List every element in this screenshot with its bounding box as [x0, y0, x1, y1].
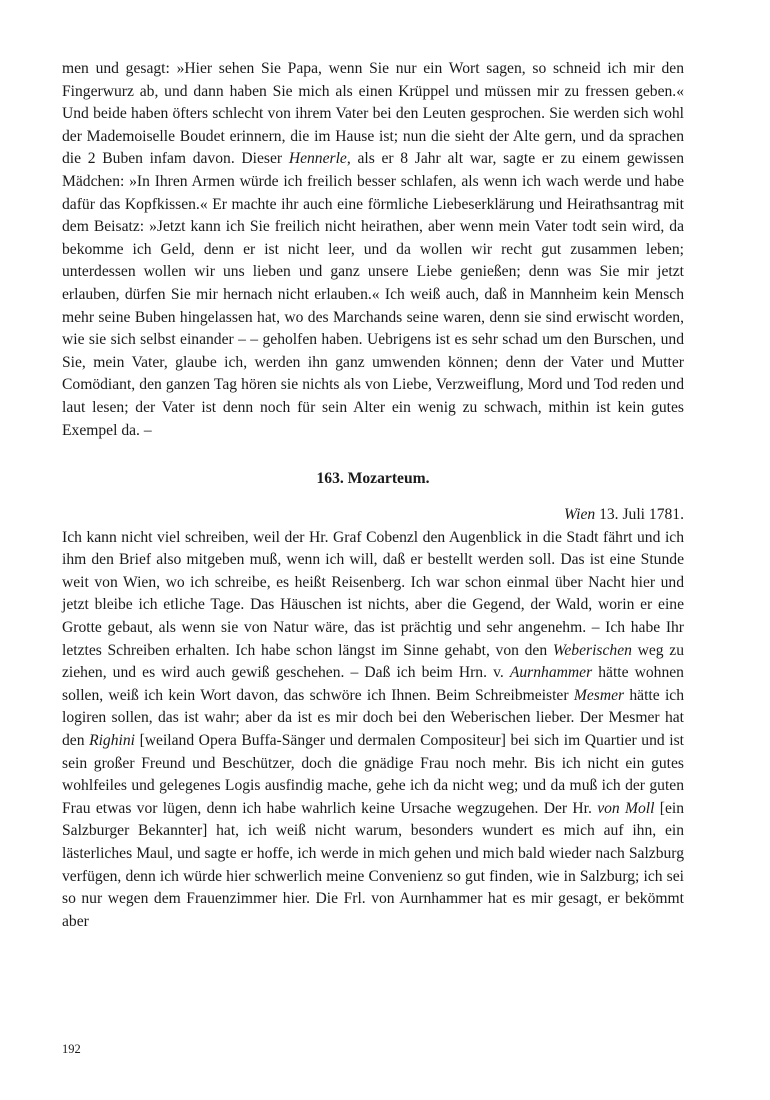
text-run: men und gesagt: »Hier sehen Sie Papa, wenn Sie nur ein Wort sagen, so schneid ich mir den Fingerwurz ab, und dann haben Sie mich als einen Krüppel und müssen mir zu fressen geben.« Und beide haben öfters schlecht von ihrem Vater bei den Leuten gesprochen. Sie werden sich wohl der Mademoiselle Boudet erinnern, die im Hause ist; nun die sieht der Alte gern, und da sprachen die 2 Buben infam davon. Dieser — [62, 60, 684, 168]
italic-name-run: Aurnhammer — [509, 664, 593, 682]
page-number: 192 — [62, 1042, 81, 1056]
text-run: hätte wohnen sollen, weiß ich kein Wort davon, das schwöre ich Ihnen. Beim Schreibmeister — [62, 664, 684, 704]
text-run: [weiland Opera Buffa-Sänger und dermalen Compositeur] bei sich im Quartier und ist sein großer Freund und Beschützer, doch die gnädige Frau noch mehr. Bis ich nicht ein gutes wohlfeiles und gelegenes Logis ausfindig mache, gehe ich da nicht weg; und da muß ich der guten Frau etwas vor lügen, denn ich habe wahrlich keine Ursache wegzugehen. Der Hr. — [62, 732, 684, 817]
italic-name-run: Mesmer — [573, 686, 625, 704]
letter-paragraph — [62, 527, 684, 934]
italic-name-run: Weberischen — [552, 641, 632, 659]
italic-name-run: Hennerle — [288, 150, 347, 168]
dateline-place: Wien — [564, 506, 596, 524]
text-run: , als er 8 Jahr alt war, sagte er zu einem gewissen Mädchen: »In Ihren Armen würde ich freilich besser schlafen, als wenn ich wach werde und habe dafür das Kopfkissen.« Er machte ihr auch eine förmliche Liebeserklärung und Heirathsantrag mit dem Beisatz: »Jetzt kann ich Sie freilich nicht heirathen, aber wenn mein Vater todt sein wird, da bekomme ich Geld, denn er ist nicht leer, und da wollen wir recht gut zusammen leben; unterdessen wollen wir uns lieben und ganz unsere Liebe genießen; denn was Sie mir jetzt erlauben, dürfen Sie mir hernach nicht erlauben.« Ich weiß auch, daß in Mannheim kein Mensch mehr seine Buben hingelassen hat, wo des Marchands seine waren, denn sie sind erwischt worden, wie sie sich selbst einander – – geholfen haben. Uebrigens ist es sehr schad um den Burschen, und Sie, mein Vater, glaube ich, werden ihn ganz umwenden können; denn der Vater und Mutter Comödiant, den ganzen Tag hören sie nichts als von Liebe, Verzweiflung, Mord und Tod reden und laut lesen; der Vater ist denn noch für sein Alter ein wenig zu schwach, mithin ist kein gutes Exempel da. – — [62, 150, 685, 439]
text-run: Ich kann nicht viel schreiben, weil der Hr. Graf Cobenzl den Augenblick in die Stadt fährt und ich ihm den Brief also mitgeben muß, wenn ich will, daß er bestellt werden soll. Das ist eine Stunde weit von Wien, wo ich schreibe, es heißt Reisenberg. Ich war schon einmal über Nacht hier und jetzt bleibe ich etliche Tage. Das Häuschen ist nichts, aber die Gegend, der Wald, worin er eine Grotte gebaut, als wenn sie von Natur wäre, das ist prächtig und sehr angenehm. – Ich habe Ihr letztes Schreiben erhalten. Ich habe schon längst im Sinne gehabt, von den — [62, 528, 684, 659]
text-run: [ein Salzburger Bekannter] hat, ich weiß nicht warum, besonders wundert es mich auf ihn, ein lästerliches Maul, und sagte er hoffe, ich werde in mich gehen und mich bald wieder nach Salzburg verfügen, denn ich würde hier schwerlich meine Convenienz so gut finden, wie in Salzburg; ich sei so nur wegen dem Frauenzimmer hier. Die Frl. von Aurnhammer hat es mir gesagt, er bekömmt aber — [62, 799, 684, 930]
text-run: weg zu ziehen, und es wird auch gewiß geschehen. – Daß ich beim Hrn. v. — [62, 641, 685, 682]
page-body — [62, 58, 684, 933]
italic-name-run: Righini — [89, 732, 135, 750]
continuation-paragraph — [62, 58, 684, 442]
text-run: hätte ich logiren sollen, das ist wahr; aber da ist es mir doch bei den Weberischen lieber. Der Mesmer hat den — [62, 686, 685, 750]
italic-name-run: von Moll — [597, 799, 655, 817]
dateline-date: 13. Juli 1781. — [595, 506, 684, 524]
letter-heading: 163. Mozarteum. — [316, 470, 430, 488]
letter-dateline — [62, 504, 684, 527]
